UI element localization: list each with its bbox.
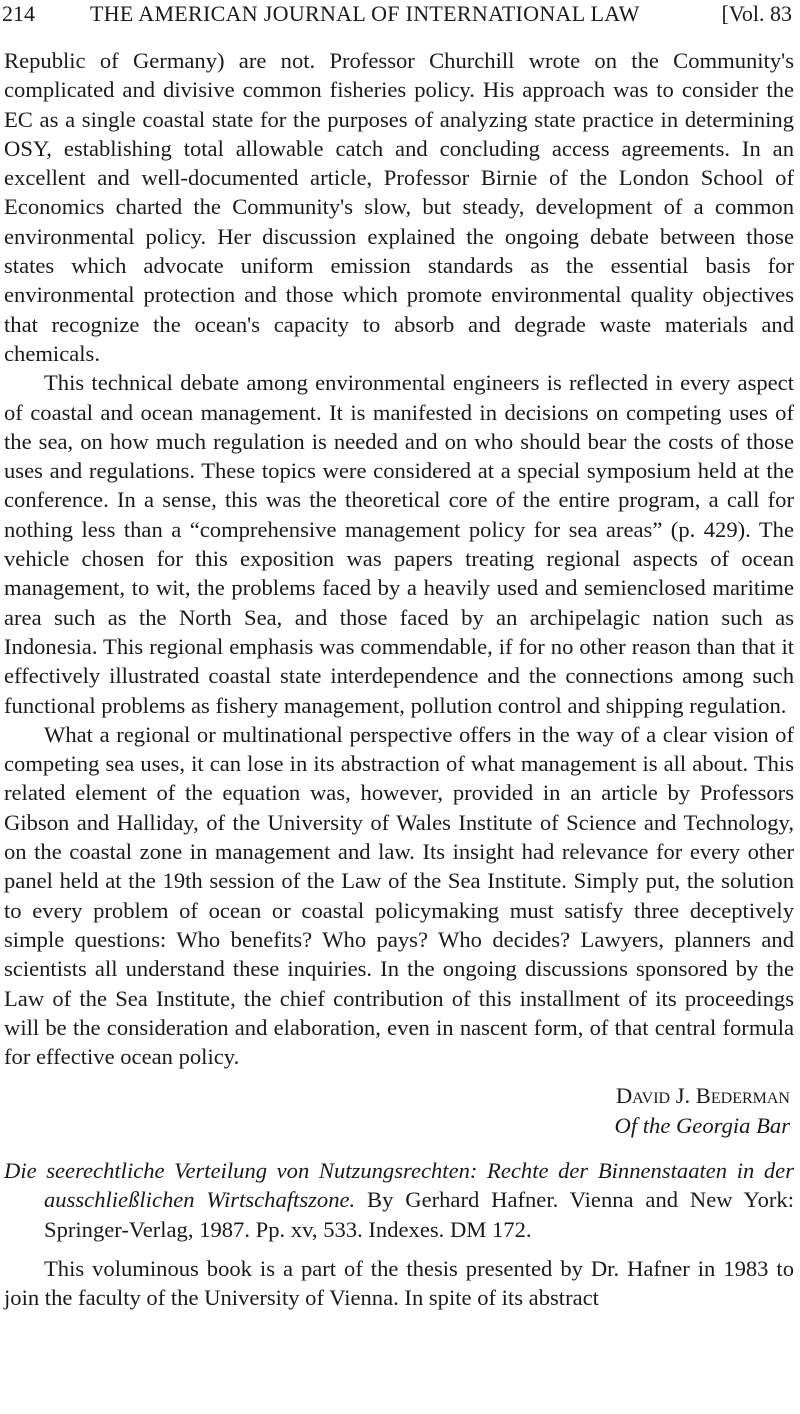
book-title: Die seerechtliche Verteilung von Nutzungsrechten: Rechte der Binnenstaaten in der ausschließlichen Wirtschaftszone. [4, 1157, 794, 1213]
paragraph-1: Republic of Germany) are not. Professor Churchill wrote on the Community's complicated and divisive common fisheries policy. His approach was to consider the EC as a single coastal state for the purposes of analyzing state practice in determining OSY, establishing total allowable catch and concluding access agreements. In an excellent and well-documented article, Professor Birnie of the London School of Economics charted the Community's slow, but steady, development of a common environmental policy. Her discussion explained the ongoing debate between those states which advocate uniform emission standards as the essential basis for environmental protection and those which promote environmental quality objectives that recognize the ocean's capacity to absorb and degrade waste materials and chemicals. [4, 48, 794, 366]
author-signature [4, 1081, 794, 1140]
book-review-heading [4, 1156, 794, 1244]
review-opening-paragraph: This voluminous book is a part of the thesis presented by Dr. Hafner in 1983 to join the faculty of the University of Vienna. In spite of its abstract [4, 1255, 794, 1311]
article-body [4, 46, 794, 1312]
paragraph-3: What a regional or multinational perspective offers in the way of a clear vision of competing sea uses, it can lose in its abstraction of what management is all about. This related element of the equation was, however, provided in an article by Professors Gibson and Halliday, of the University of Wales Institute of Science and Technology, on the coastal zone in management and law. Its insight had relevance for every other panel held at the 19th session of the Law of the Sea Institute. Simply put, the solution to every problem of ocean or coastal policymaking must satisfy three deceptively simple questions: Who benefits? Who pays? Who decides? Lawyers, planners and scientists all understand these inquiries. In the ongoing discussions sponsored by the Law of the Sea Institute, the chief contribution of this installment of its proceedings will be the consideration and elaboration, even in nascent form, of that central formula for effective ocean policy. [4, 721, 794, 1070]
journal-title: THE AMERICAN JOURNAL OF INTERNATIONAL LAW [90, 1, 640, 26]
author-affiliation: Of the Georgia Bar [614, 1112, 790, 1138]
author-name: David J. Bederman [615, 1083, 790, 1109]
volume-label: [Vol. 83 [721, 1, 792, 26]
book-citation: By Gerhard Hafner. Vienna and New York: Springer-Verlag, 1987. Pp. xv, 533. Indexes. DM 172. [44, 1187, 795, 1242]
page-number: 214 [2, 1, 35, 26]
paragraph-2: This technical debate among environmental engineers is reflected in every aspect of coastal and ocean management. It is manifested in decisions on competing uses of the sea, on how much regulation is needed and on who should bear the costs of those uses and regulations. These topics were considered at a special symposium held at the conference. In a sense, this was the theoretical core of the entire program, a call for nothing less than a “comprehensive management policy for sea areas” (p. 429). The vehicle chosen for this exposition was papers treating regional aspects of ocean management, to wit, the problems faced by a heavily used and semienclosed maritime area such as the North Sea, and those faced by an archipelagic nation such as Indonesia. This regional emphasis was commendable, if for no other reason than that it effectively illustrated coastal state interdependence and the connections among such functional problems as fishery management, pollution control and shipping regulation. [4, 370, 794, 718]
running-header [2, 0, 792, 34]
